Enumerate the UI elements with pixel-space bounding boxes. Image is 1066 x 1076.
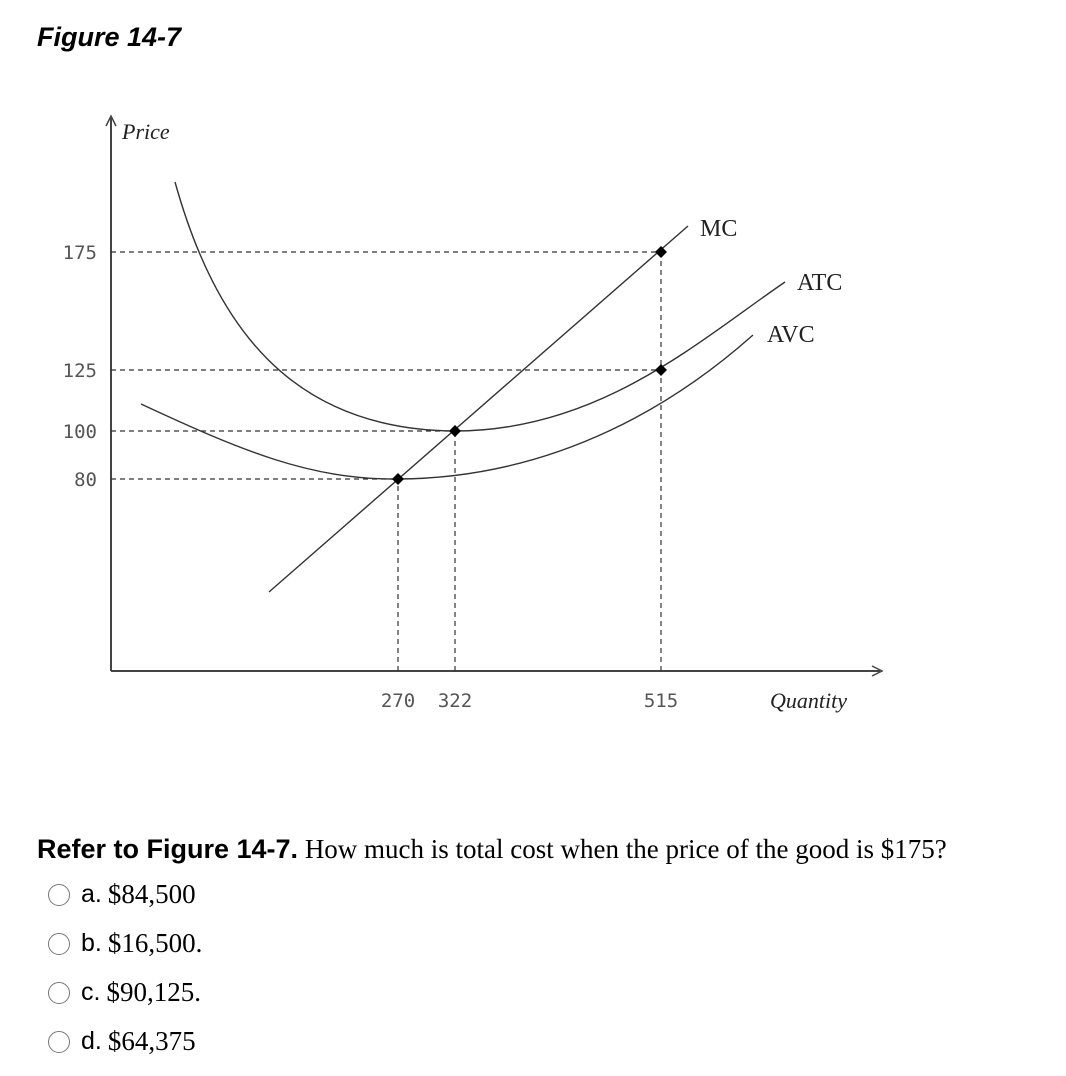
y-tick-label: 100 — [62, 421, 97, 443]
radio-d[interactable] — [48, 1031, 70, 1053]
marked-point — [449, 425, 461, 437]
radio-b[interactable] — [48, 933, 70, 955]
atc-curve — [175, 182, 785, 431]
y-tick-label: 125 — [62, 360, 97, 382]
option-b[interactable] — [48, 919, 202, 968]
option-d[interactable] — [48, 1017, 202, 1066]
figure-title: Figure 14-7 — [37, 22, 182, 52]
curves — [141, 182, 785, 592]
option-text: $16,500. — [107, 928, 203, 958]
series-label-atc: ATC — [797, 270, 843, 296]
x-tick-label: 322 — [437, 690, 473, 712]
option-a[interactable] — [48, 870, 202, 919]
y-axis-label: Price — [122, 119, 170, 144]
mc-curve — [269, 226, 688, 592]
marked-point — [655, 364, 667, 376]
option-letter: a. — [81, 880, 102, 908]
option-text: $64,375 — [107, 1026, 196, 1056]
option-c[interactable] — [48, 968, 202, 1017]
x-tick-label: 270 — [380, 690, 416, 712]
answer-options — [48, 870, 202, 1066]
question-reference: Refer to Figure 14-7. — [37, 834, 299, 864]
question-text — [37, 834, 1057, 865]
option-letter: c. — [81, 978, 101, 1006]
radio-a[interactable] — [48, 884, 70, 906]
y-tick-label: 175 — [62, 242, 97, 264]
option-text: $84,500 — [107, 879, 196, 909]
radio-c[interactable] — [48, 982, 70, 1004]
marked-point — [655, 246, 667, 258]
option-letter: d. — [81, 1027, 102, 1055]
option-text: $90,125. — [106, 977, 201, 1007]
x-tick-label: 515 — [643, 690, 679, 712]
question-body: How much is total cost when the price of the good is $175? — [298, 834, 947, 864]
x-tick-labels — [381, 690, 678, 712]
series-label-avc: AVC — [767, 322, 815, 348]
y-tick-label: 80 — [74, 469, 97, 491]
series-label-mc: MC — [700, 216, 738, 242]
x-axis-label: Quantity — [770, 688, 847, 713]
option-letter: b. — [81, 929, 102, 957]
y-tick-labels — [63, 242, 97, 491]
guide-lines — [111, 252, 661, 671]
